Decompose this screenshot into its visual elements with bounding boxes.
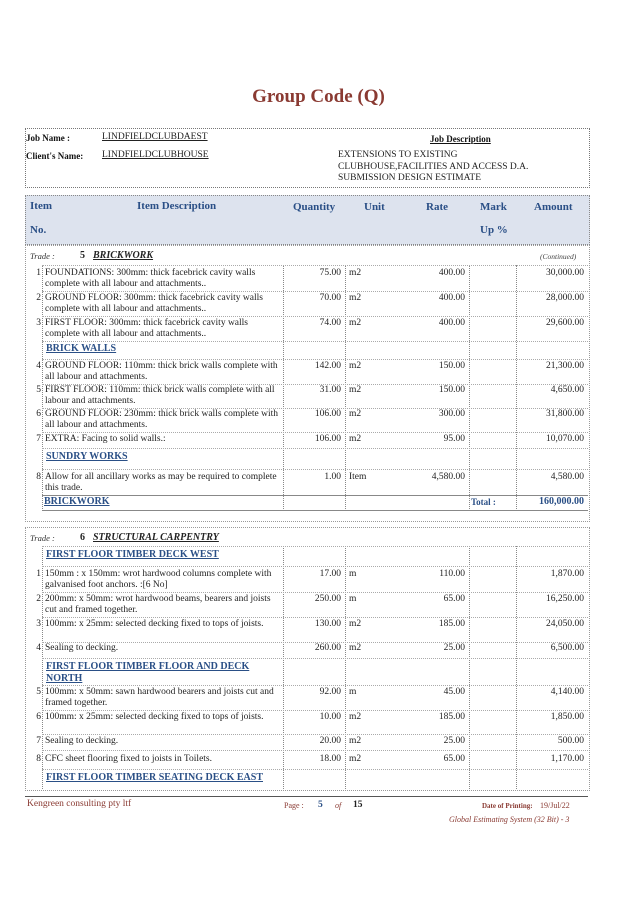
continued-note: (Continued) [540, 252, 577, 261]
item-quantity: 130.00 [314, 619, 341, 629]
col-unit: Unit [364, 201, 385, 213]
item-description: EXTRA: Facing to solid walls.: [45, 434, 166, 444]
grid-line [345, 546, 346, 789]
trade-number: 6 [80, 532, 85, 543]
item-quantity: 260.00 [314, 643, 341, 653]
job-name-value: LINDFIELDCLUBDAEST [102, 132, 208, 142]
item-no: 1 [36, 569, 41, 579]
page-label: Page : [284, 801, 304, 810]
item-no: 5 [36, 385, 41, 395]
job-description-label: Job Description [430, 134, 491, 144]
row-divider [42, 685, 588, 686]
row-divider [42, 469, 588, 470]
row-divider [42, 341, 588, 342]
item-rate: 95.00 [443, 434, 465, 444]
item-no: 4 [36, 361, 41, 371]
section-heading-deck-west: FIRST FLOOR TIMBER DECK WEST [46, 549, 219, 560]
item-no: 6 [36, 712, 41, 722]
row-divider [42, 359, 588, 360]
item-amount: 30,000.00 [546, 268, 584, 278]
item-rate: 400.00 [438, 318, 465, 328]
item-amount: 31,800.00 [546, 409, 584, 419]
item-amount: 1,170.00 [550, 754, 584, 764]
item-quantity: 142.00 [314, 361, 341, 371]
grid-line [345, 265, 346, 509]
section-heading-brick-walls: BRICK WALLS [46, 343, 117, 354]
item-unit: m [349, 687, 357, 697]
row-divider [42, 750, 588, 751]
total-value: 160,000.00 [539, 496, 584, 507]
item-description: 100mm: x 25mm: selected decking fixed to tops of joists. [45, 619, 264, 629]
col-quantity: Quantity [293, 201, 336, 213]
item-no: 6 [36, 409, 41, 419]
client-name-label: Client's Name: [26, 151, 84, 161]
trade-label: Trade : [30, 251, 55, 261]
item-rate: 185.00 [438, 619, 465, 629]
item-rate: 65.00 [443, 754, 465, 764]
item-amount: 28,000.00 [546, 293, 584, 303]
item-quantity: 18.00 [319, 754, 341, 764]
trade-number: 5 [80, 250, 85, 261]
col-amount: Amount [534, 201, 573, 213]
item-unit: m2 [349, 712, 362, 722]
grid-line [42, 546, 43, 789]
col-rate: Rate [426, 201, 448, 213]
item-unit: m2 [349, 434, 362, 444]
footer-rule [25, 796, 588, 797]
item-rate: 45.00 [443, 687, 465, 697]
item-amount: 4,650.00 [550, 385, 584, 395]
item-quantity: 75.00 [319, 268, 341, 278]
item-unit: m2 [349, 293, 362, 303]
item-amount: 21,300.00 [546, 361, 584, 371]
item-description: CFC sheet flooring fixed to joists in Toilets. [45, 754, 212, 764]
item-amount: 24,050.00 [546, 619, 584, 629]
item-unit: m [349, 569, 357, 579]
item-rate: 150.00 [438, 385, 465, 395]
col-mark-up: Up % [480, 224, 508, 236]
item-description: Allow for all ancillary works as may be required to complete this trade. [45, 472, 277, 493]
item-rate: 25.00 [443, 736, 465, 746]
job-name-label: Job Name : [26, 133, 70, 143]
item-amount: 4,140.00 [550, 687, 584, 697]
item-amount: 1,850.00 [550, 712, 584, 722]
section-heading-floor-deck-north: FIRST FLOOR TIMBER FLOOR AND DECK NORTH [46, 661, 250, 684]
section-heading-seating-deck-east: FIRST FLOOR TIMBER SEATING DECK EAST [46, 772, 263, 783]
row-divider [42, 566, 588, 567]
item-rate: 110.00 [439, 569, 465, 579]
col-item-no: No. [30, 224, 47, 236]
client-name-value: LINDFIELDCLUBHOUSE [102, 150, 209, 160]
grid-line [283, 265, 284, 509]
page-title: Group Code (Q) [252, 86, 385, 107]
grid-line [283, 546, 284, 789]
job-description-text: EXTENSIONS TO EXISTING CLUBHOUSE,FACILITIES AND ACCESS D.A. SUBMISSION DESIGN ESTIMATE [338, 150, 529, 183]
row-divider [42, 448, 588, 449]
item-no: 7 [36, 736, 41, 746]
item-description: FIRST FLOOR: 110mm: thick brick walls complete with all labour and attachments. [45, 385, 275, 406]
item-no: 2 [36, 293, 41, 303]
item-unit: m2 [349, 619, 362, 629]
system-name: Global Estimating System (32 Bit) - 3 [449, 815, 570, 824]
item-amount: 1,870.00 [550, 569, 584, 579]
item-description: Sealing to decking. [45, 736, 119, 746]
row-divider [42, 432, 588, 433]
item-quantity: 92.00 [319, 687, 341, 697]
item-description: 150mm : x 150mm: wrot hardwood columns complete with galvanised foot anchors. :[6 No] [45, 569, 272, 590]
page-number: 5 [318, 800, 323, 810]
grid-line [42, 265, 43, 509]
trade-name: STRUCTURAL CARPENTRY [93, 532, 219, 543]
grid-line [516, 265, 517, 509]
item-rate: 400.00 [438, 268, 465, 278]
item-description: GROUND FLOOR: 110mm: thick brick walls complete with all labour and attachments. [45, 361, 278, 382]
grid-line [469, 265, 470, 509]
trade-total-name: BRICKWORK [44, 496, 110, 507]
printing-date-value: 19/Jul/22 [540, 801, 570, 810]
section-heading-sundry-works: SUNDRY WORKS [46, 451, 128, 462]
item-unit: m2 [349, 409, 362, 419]
item-unit: m2 [349, 754, 362, 764]
printing-date-label: Date of Printing: [482, 802, 533, 810]
total-divider [42, 495, 588, 496]
item-unit: m2 [349, 318, 362, 328]
item-no: 8 [36, 754, 41, 764]
row-divider [42, 710, 588, 711]
row-divider [42, 658, 588, 659]
row-divider [42, 734, 588, 735]
item-quantity: 106.00 [314, 434, 341, 444]
row-divider [42, 265, 588, 266]
grid-line [469, 546, 470, 789]
item-quantity: 106.00 [314, 409, 341, 419]
item-amount: 16,250.00 [546, 594, 584, 604]
item-description: FOUNDATIONS: 300mm: thick facebrick cavity walls complete with all labour and attachments.. [45, 268, 256, 289]
item-description: 200mm: x 50mm: wrot hardwood beams, bearers and joists cut and framed together. [45, 594, 271, 615]
company-name: Kengreen consulting pty ltf [27, 799, 132, 809]
row-divider [42, 316, 588, 317]
item-no: 3 [36, 318, 41, 328]
item-no: 4 [36, 643, 41, 653]
item-unit: Item [349, 472, 367, 482]
item-rate: 150.00 [438, 361, 465, 371]
col-mark: Mark [480, 201, 507, 213]
item-description: 100mm: x 25mm: selected decking fixed to tops of joists. [45, 712, 264, 722]
total-label: Total : [471, 497, 496, 507]
item-quantity: 20.00 [319, 736, 341, 746]
row-divider [42, 617, 588, 618]
item-no: 7 [36, 434, 41, 444]
col-item: Item [30, 200, 52, 212]
item-unit: m2 [349, 268, 362, 278]
item-rate: 300.00 [438, 409, 465, 419]
item-quantity: 1.00 [324, 472, 341, 482]
item-description: Sealing to decking. [45, 643, 119, 653]
grid-line [516, 546, 517, 789]
item-no: 1 [36, 268, 41, 278]
page-total: 15 [353, 800, 363, 810]
item-rate: 4,580.00 [431, 472, 465, 482]
row-divider [42, 592, 588, 593]
item-rate: 400.00 [438, 293, 465, 303]
item-description: GROUND FLOOR: 230mm: thick brick walls complete with all labour and attachments. [45, 409, 278, 430]
item-description: FIRST FLOOR: 300mm: thick facebrick cavity walls complete with all labour and attachments.. [45, 318, 248, 339]
row-divider [42, 769, 588, 770]
item-rate: 25.00 [443, 643, 465, 653]
item-no: 5 [36, 687, 41, 697]
col-description: Item Description [137, 200, 217, 212]
item-rate: 185.00 [438, 712, 465, 722]
item-no: 2 [36, 594, 41, 604]
total-divider [42, 510, 588, 511]
item-rate: 65.00 [443, 594, 465, 604]
item-unit: m2 [349, 385, 362, 395]
row-divider [42, 546, 588, 547]
item-no: 3 [36, 619, 41, 629]
item-amount: 6,500.00 [550, 643, 584, 653]
item-amount: 4,580.00 [550, 472, 584, 482]
item-unit: m [349, 594, 357, 604]
item-quantity: 250.00 [314, 594, 341, 604]
item-quantity: 70.00 [319, 293, 341, 303]
item-description: 100mm: x 50mm: sawn hardwood bearers and joists cut and framed together. [45, 687, 274, 708]
item-quantity: 10.00 [319, 712, 341, 722]
item-unit: m2 [349, 643, 362, 653]
item-description: GROUND FLOOR: 300mm: thick facebrick cavity walls complete with all labour and attachments.. [45, 293, 263, 314]
item-quantity: 31.00 [319, 385, 341, 395]
item-unit: m2 [349, 361, 362, 371]
item-quantity: 17.00 [319, 569, 341, 579]
trade-name: BRICKWORK [93, 250, 154, 261]
item-amount: 10,070.00 [546, 434, 584, 444]
item-amount: 500.00 [557, 736, 584, 746]
item-no: 8 [36, 472, 41, 482]
item-amount: 29,600.00 [546, 318, 584, 328]
trade-label: Trade : [30, 533, 55, 543]
page-of-label: of [335, 801, 342, 810]
row-divider [42, 291, 588, 292]
item-unit: m2 [349, 736, 362, 746]
item-quantity: 74.00 [319, 318, 341, 328]
